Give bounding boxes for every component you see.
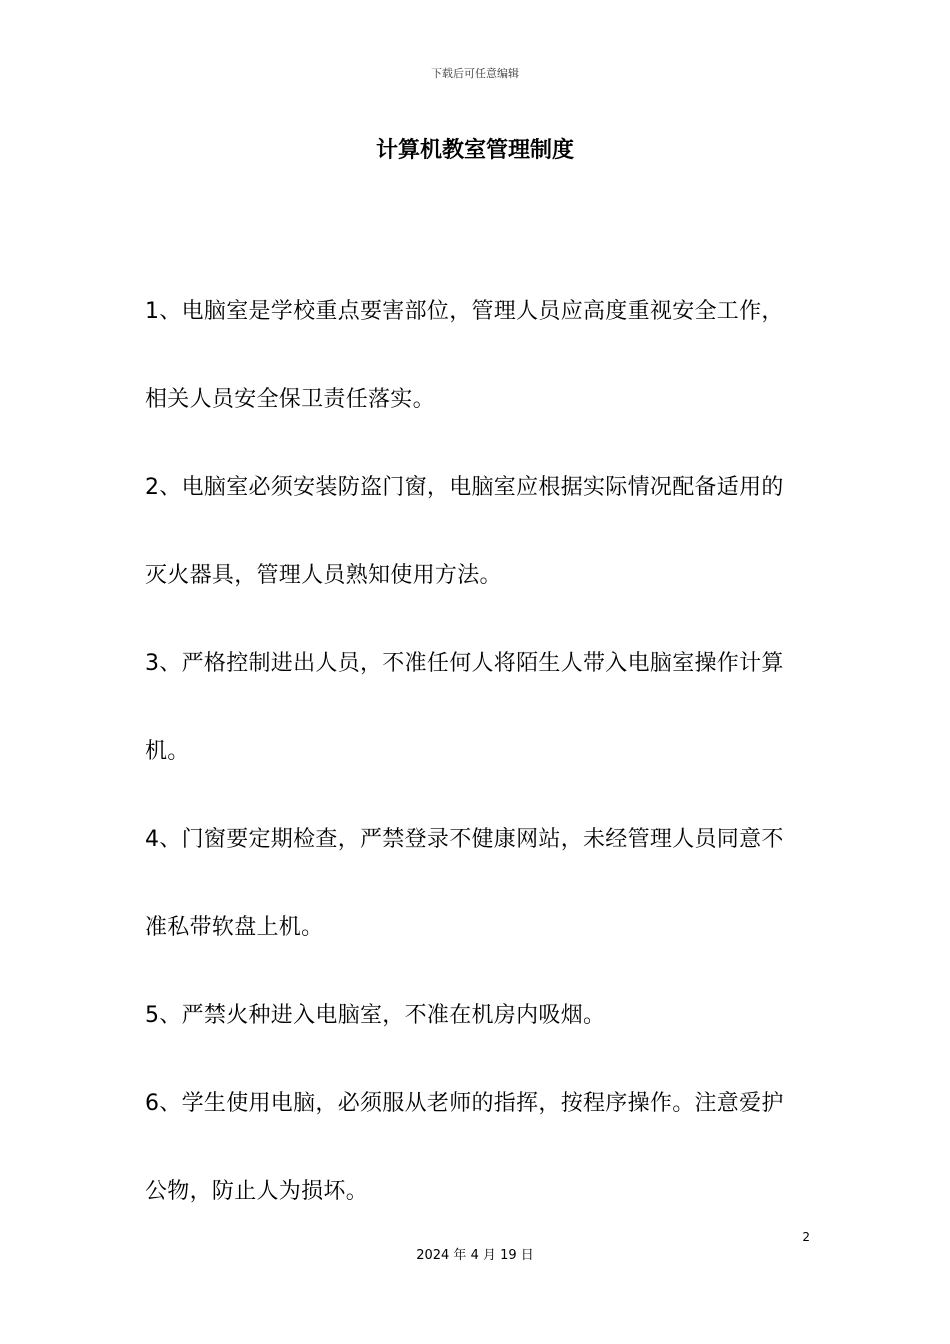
document-title: 计算机教室管理制度 bbox=[375, 138, 574, 163]
paragraph-line: 2、电脑室必须安装防盗门窗，电脑室应根据实际情况配备适用的 bbox=[145, 475, 784, 500]
paragraph-line: 5、严禁火种进入电脑室，不准在机房内吸烟。 bbox=[145, 1003, 606, 1028]
header-note: 下载后可任意编辑 bbox=[431, 67, 519, 80]
footer-date: 2024 年 4 月 19 日 bbox=[416, 1248, 534, 1263]
paragraph-line: 6、学生使用电脑，必须服从老师的指挥，按程序操作。注意爱护 bbox=[145, 1091, 784, 1116]
page-number: 2 bbox=[802, 1230, 810, 1244]
paragraph-line: 4、门窗要定期检查，严禁登录不健康网站，未经管理人员同意不 bbox=[145, 827, 784, 852]
paragraph-line: 1、电脑室是学校重点要害部位，管理人员应高度重视安全工作， bbox=[145, 299, 784, 324]
paragraph-line: 准私带软盘上机。 bbox=[145, 915, 324, 940]
paragraph-line: 相关人员安全保卫责任落实。 bbox=[145, 387, 435, 412]
paragraph-line: 公物，防止人为损坏。 bbox=[145, 1179, 369, 1204]
paragraph-line: 灭火器具，管理人员熟知使用方法。 bbox=[145, 563, 502, 588]
paragraph-line: 3、严格控制进出人员，不准任何人将陌生人带入电脑室操作计算 bbox=[145, 651, 784, 676]
paragraph-line: 机。 bbox=[145, 739, 190, 764]
